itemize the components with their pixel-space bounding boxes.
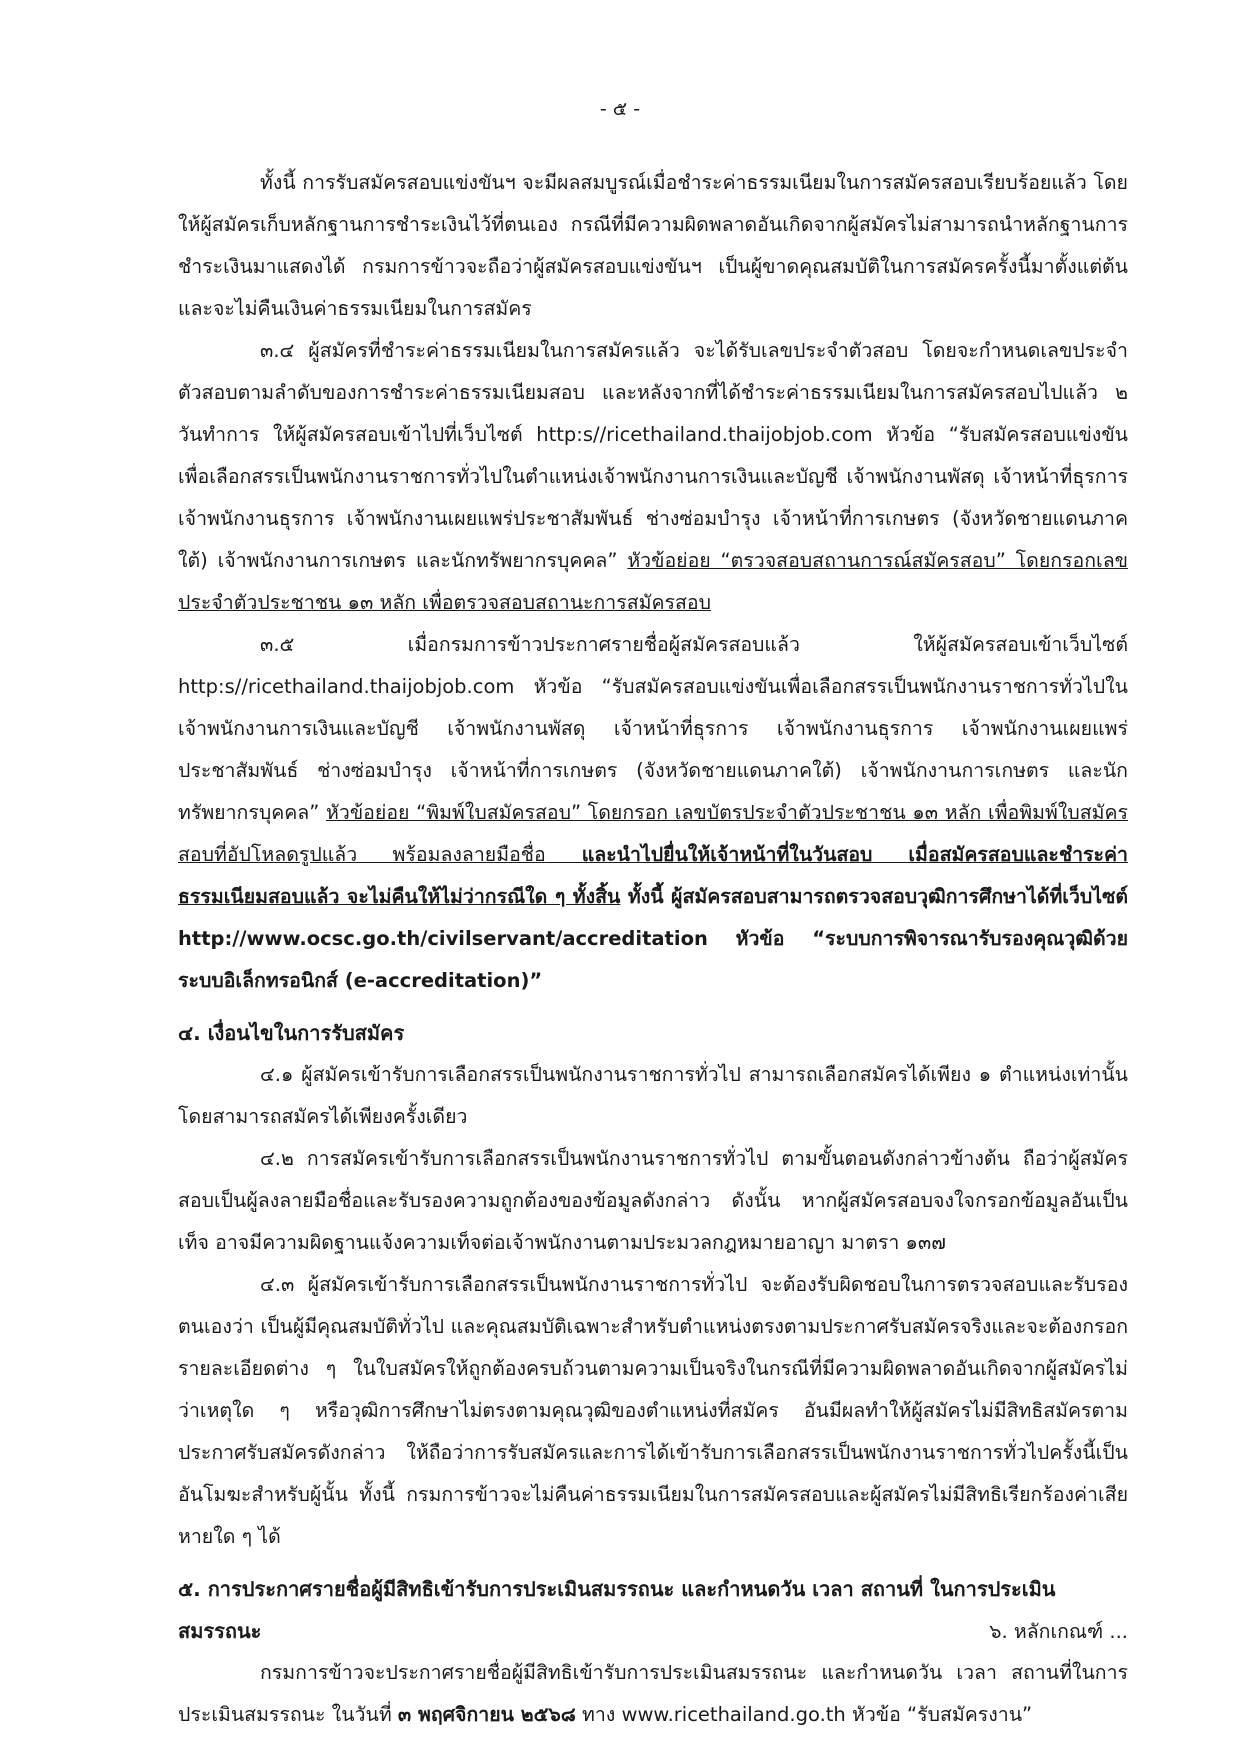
paragraph-3-5-bold-underlined: และนำไปยื่นให้เจ้าหน้าที่ในวันสอบ เมื่อสมัครสอบและชำระค่าธรรมเนียมสอบแล้ว จะไม่คืนให้ไม่ว่ากรณีใด ๆ ทั้งสิ้น (178, 843, 1128, 908)
paragraph-3-5 (178, 624, 1128, 1002)
page-number: - ๕ - (599, 98, 641, 120)
heading-section-5: ๕. การประกาศรายชื่อผู้มีสิทธิเข้ารับการประเมินสมรรถนะ และกำหนดวัน เวลา สถานที่ ในการประเมินสมรรถนะ (178, 1577, 1056, 1643)
paragraph-3-4-underlined: หัวข้อย่อย “ตรวจสอบสถานการณ์สมัครสอบ” โดยกรอกเลขประจำตัวประชาชน ๑๓ หลัก เพื่อตรวจสอบสถานะการสมัครสอบ (178, 549, 1128, 614)
paragraph-4-1: ๔.๑ ผู้สมัครเข้ารับการเลือกสรรเป็นพนักงานราชการทั่วไป สามารถเลือกสมัครได้เพียง ๑ ตำแหน่งเท่านั้น โดยสามารถสมัครได้เพียงครั้งเดียว (178, 1063, 1128, 1128)
paragraph-3-5-bold: ทั้งนี้ ผู้สมัครสอบสามารถตรวจสอบวุฒิการศึกษาได้ที่เว็บไซต์ http://www.ocsc.go.th/civilservant/accreditation หัวข้อ “ระบบการพิจารณารับรองคุณวุฒิด้วยระบบอิเล็กทรอนิกส์ (e-accreditation)” (178, 885, 1128, 992)
paragraph-3-5-underlined: หัวข้อย่อย “พิมพ์ใบสมัครสอบ” โดยกรอก เลขบัตรประจำตัวประชาชน ๑๓ หลัก เพื่อพิมพ์ใบสมัครสอบที่อัปโหลดรูปแล้ว พร้อมลงลายมือชื่อ (178, 801, 1128, 866)
paragraph-payment-completion: ทั้งนี้ การรับสมัครสอบแข่งขันฯ จะมีผลสมบูรณ์เมื่อชำระค่าธรรมเนียมในการสมัครสอบเรียบร้อยแล้ว โดยให้ผู้สมัครเก็บหลักฐานการชำระเงินไว้ที่ตนเอง กรณีที่มีความผิดพลาดอันเกิดจากผู้สมัครไม่สามารถนำหลักฐานการชำระเงินมาแสดงได้ กรมการข้าวจะถือว่าผู้สมัครสอบแข่งขันฯ เป็นผู้ขาดคุณสมบัติในการสมัครครั้งนี้มาตั้งแต่ต้น และจะไม่คืนเงินค่าธรรมเนียมในการสมัคร (178, 171, 1128, 320)
paragraph-3-4 (178, 330, 1128, 624)
paragraph-3-5-text: ๓.๕ เมื่อกรมการข้าวประกาศรายชื่อผู้สมัครสอบแล้ว ให้ผู้สมัครสอบเข้าเว็บไซต์ http:s//ricethailand.thaijobjob.com หัวข้อ “รับสมัครสอบแข่งขันเพื่อเลือกสรรเป็นพนักงานราชการทั่วไปในเจ้าพนักงานการเงินและบัญชี เจ้าพนักงานพัสดุ เจ้าหน้าที่ธุรการ เจ้าพนักงานธุรการ เจ้าพนักงานเผยแพร่ประชาสัมพันธ์ ช่างซ่อมบำรุง เจ้าหน้าที่การเกษตร (จังหวัดชายแดนภาคใต้) เจ้าพนักงานการเกษตร และนักทรัพยากรบุคคล” (178, 633, 1128, 824)
paragraph-4-3: ๔.๓ ผู้สมัครเข้ารับการเลือกสรรเป็นพนักงานราชการทั่วไป จะต้องรับผิดชอบในการตรวจสอบและรับรองตนเองว่า เป็นผู้มีคุณสมบัติทั่วไป และคุณสมบัติเฉพาะสำหรับตำแหน่งตรงตามประกาศรับสมัครจริงและจะต้องกรอกรายละเอียดต่าง ๆ ในใบสมัครให้ถูกต้องครบถ้วนตามความเป็นจริงในกรณีที่มีความผิดพลาดอันเกิดจากผู้สมัครไม่ว่าเหตุใด ๆ หรือวุฒิการศึกษาไม่ตรงตามคุณวุฒิของตำแหน่งที่สมัคร อันมีผลทำให้ผู้สมัครไม่มีสิทธิสมัครตามประกาศรับสมัครดังกล่าว ให้ถือว่าการรับสมัครและการได้เข้ารับการเลือกสรรเป็นพนักงานราชการทั่วไปครั้งนี้เป็นอันโมฆะสำหรับผู้นั้น ทั้งนี้ กรมการข้าวจะไม่คืนค่าธรรมเนียมในการสมัครสอบและผู้สมัครไม่มีสิทธิเรียกร้องค่าเสียหายใด ๆ ได้ (178, 1273, 1128, 1548)
heading-section-4: ๔. เงื่อนไขในการรับสมัคร (178, 1021, 405, 1045)
paragraph-3-4-text: ๓.๔ ผู้สมัครที่ชำระค่าธรรมเนียมในการสมัครแล้ว จะได้รับเลขประจำตัวสอบ โดยจะกำหนดเลขประจำตัวสอบตามลำดับของการชำระค่าธรรมเนียมสอบ และหลังจากที่ได้ชำระค่าธรรมเนียมในการสมัครสอบไปแล้ว ๒ วันทำการ ให้ผู้สมัครสอบเข้าไปที่เว็บไซต์ http:s//ricethailand.thaijobjob.com หัวข้อ “รับสมัครสอบแข่งขันเพื่อเลือกสรรเป็นพนักงานราชการทั่วไปในตำแหน่งเจ้าพนักงานการเงินและบัญชี เจ้าพนักงานพัสดุ เจ้าหน้าที่ธุรการ เจ้าพนักงานธุรการ เจ้าพนักงานเผยแพร่ประชาสัมพันธ์ ช่างซ่อมบำรุง เจ้าหน้าที่การเกษตร (จังหวัดชายแดนภาคใต้) เจ้าพนักงานการเกษตร และนักทรัพยากรบุคคล” (178, 339, 1128, 572)
document-body (178, 162, 1128, 1736)
next-page-continuation: ๖. หลักเกณฑ์ ... (989, 1620, 1128, 1643)
paragraph-5-date: ๓ พฤศจิกายน ๒๕๖๘ (397, 1703, 576, 1726)
paragraph-5-text: กรมการข้าวจะประกาศรายชื่อผู้มีสิทธิเข้ารับการประเมินสมรรถนะ และกำหนดวัน เวลา สถานที่ในการประเมินสมรรถนะ ในวันที่ (178, 1661, 1128, 1726)
paragraph-5 (178, 1652, 1128, 1736)
paragraph-5-text-end: ทาง www.ricethailand.go.th หัวข้อ “รับสมัครงาน” (575, 1703, 1033, 1726)
paragraph-4-2: ๔.๒ การสมัครเข้ารับการเลือกสรรเป็นพนักงานราชการทั่วไป ตามขั้นตอนดังกล่าวข้างต้น ถือว่าผู้สมัครสอบเป็นผู้ลงลายมือชื่อและรับรองความถูกต้องของข้อมูลดังกล่าว ดังนั้น หากผู้สมัครสอบจงใจกรอกข้อมูลอันเป็นเท็จ อาจมีความผิดฐานแจ้งความเท็จต่อเจ้าพนักงานตามประมวลกฎหมายอาญา มาตรา ๑๓๗ (178, 1147, 1128, 1254)
